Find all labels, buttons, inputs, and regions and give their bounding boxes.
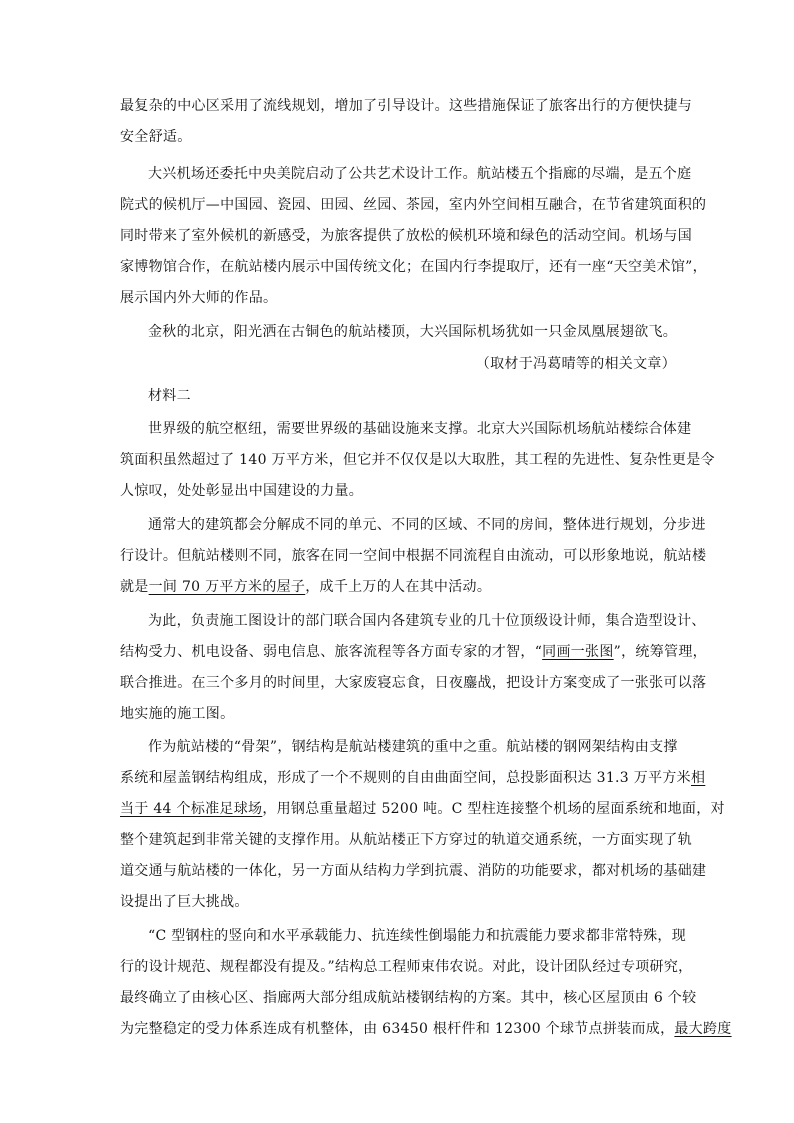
p3-line-2-suffix: ”，统筹管理， xyxy=(613,644,707,660)
p3-line-2-prefix: 结构受力、机电设备、弱电信息、旅客流程等各方面专家的才智，“ xyxy=(120,644,543,660)
p5-line-1: “C 型钢柱的竖向和水平承载能力、抗连续性倒塌能力和抗震能力要求都非常特殊，现 xyxy=(148,928,687,944)
p1-line-2: 筑面积虽然超过了 140 万平方米，但它并不仅仅是以大取胜，其工程的先进性、复杂性更是令 xyxy=(120,452,715,468)
p2-line-3-prefix: 就是 xyxy=(120,579,149,595)
underlined-phrase-drawing: 同画一张图 xyxy=(542,644,614,660)
material-heading: 材料二 xyxy=(148,388,191,404)
source-note: （取材于冯葛晴等的相关文章） xyxy=(475,356,676,372)
p3-line-1: 为此，负责施工图设计的部门联合国内各建筑专业的几十位顶级设计师，集合造型设计、 xyxy=(148,613,706,629)
underlined-phrase-stadium-end: 当于 44 个标准足球场 xyxy=(120,801,263,817)
p2-line-3 xyxy=(120,577,680,597)
p4-line-5: 道交通与航站楼的一体化，另一方面从结构力学到抗震、消防的功能要求，都对机场的基础建 xyxy=(120,863,707,879)
p4-line-6: 设提出了巨大挑战。 xyxy=(120,894,249,910)
p3-line-2 xyxy=(120,642,707,662)
p5-line-3: 最终确立了由核心区、指廊两大部分组成航站楼钢结构的方案。其中，核心区屋顶由 6 个较 xyxy=(120,990,697,1006)
intro-line-2: 安全舒适。 xyxy=(120,129,192,145)
p4-line-3 xyxy=(120,799,725,819)
p2-line-3-suffix: ，成千上万的人在其中活动。 xyxy=(305,579,492,595)
art-line-4: 家博物馆合作，在航站楼内展示中国传统文化；在国内行李提取厅，还有一座“天空美术馆”， xyxy=(120,259,707,275)
p5-line-4-prefix: 为完整稳定的受力体系连成有机整体，由 63450 根杆件和 12300 个球节点拼装而成， xyxy=(120,1021,675,1037)
p4-line-2-prefix: 系统和屋盖钢结构组成，形成了一个不规则的自由曲面空间，总投影面积达 31.3 万平方米 xyxy=(120,770,691,786)
p2-line-2: 行设计。但航站楼则不同，旅客在同一空间中根据不同流程自由流动，可以形象地说，航站楼 xyxy=(120,548,707,564)
p4-line-1: 作为航站楼的“骨架”，钢结构是航站楼建筑的重中之重。航站楼的钢网架结构由支撑 xyxy=(148,739,678,755)
p4-line-3-suffix: ，用钢总重量超过 5200 吨。C 型柱连接整个机场的屋面系统和地面，对 xyxy=(262,801,725,817)
p4-line-4: 整个建筑起到非常关键的支撑作用。从航站楼正下方穿过的轨道交通系统，一方面实现了轨 xyxy=(120,832,692,848)
art-line-2: 院式的候机厅—中国园、瓷园、田园、丝园、茶园，室内外空间相互融合，在节省建筑面积的 xyxy=(120,197,707,213)
p4-line-2 xyxy=(120,768,706,788)
underlined-phrase-stadium-start: 相 xyxy=(690,770,706,786)
underlined-phrase-room: 一间 70 万平方米的屋子 xyxy=(148,579,306,595)
p5-line-4 xyxy=(120,1019,732,1039)
p3-line-3: 联合推进。在三个多月的时间里，大家废寝忘食，日夜鏖战，把设计方案变成了一张张可以落 xyxy=(120,675,707,691)
closing-line: 金秋的北京，阳光洒在古铜色的航站楼顶，大兴国际机场犹如一只金凤凰展翅欲飞。 xyxy=(148,324,678,340)
underlined-phrase-span: 最大跨度 xyxy=(674,1021,732,1037)
p1-line-3: 人惊叹，处处彰显出中国建设的力量。 xyxy=(120,483,364,499)
intro-line-1: 最复杂的中心区采用了流线规划，增加了引导设计。这些措施保证了旅客出行的方便快捷与 xyxy=(120,98,692,114)
p1-line-1: 世界级的航空枢纽，需要世界级的基础设施来支撑。北京大兴国际机场航站楼综合体建 xyxy=(148,421,692,437)
art-line-5: 展示国内外大师的作品。 xyxy=(120,290,278,306)
art-line-1: 大兴机场还委托中央美院启动了公共艺术设计工作。航站楼五个指廊的尽端，是五个庭 xyxy=(148,166,692,182)
p5-line-2: 行的设计规范、规程都没有提及。”结构总工程师束伟农说。对此，设计团队经过专项研究， xyxy=(120,959,693,975)
p3-line-4: 地实施的施工图。 xyxy=(120,706,235,722)
art-line-3: 同时带来了室外候机的新感受，为旅客提供了放松的候机环境和绿色的活动空间。机场与国 xyxy=(120,228,692,244)
p2-line-1: 通常大的建筑都会分解成不同的单元、不同的区域、不同的房间，整体进行规划，分步进 xyxy=(148,517,706,533)
